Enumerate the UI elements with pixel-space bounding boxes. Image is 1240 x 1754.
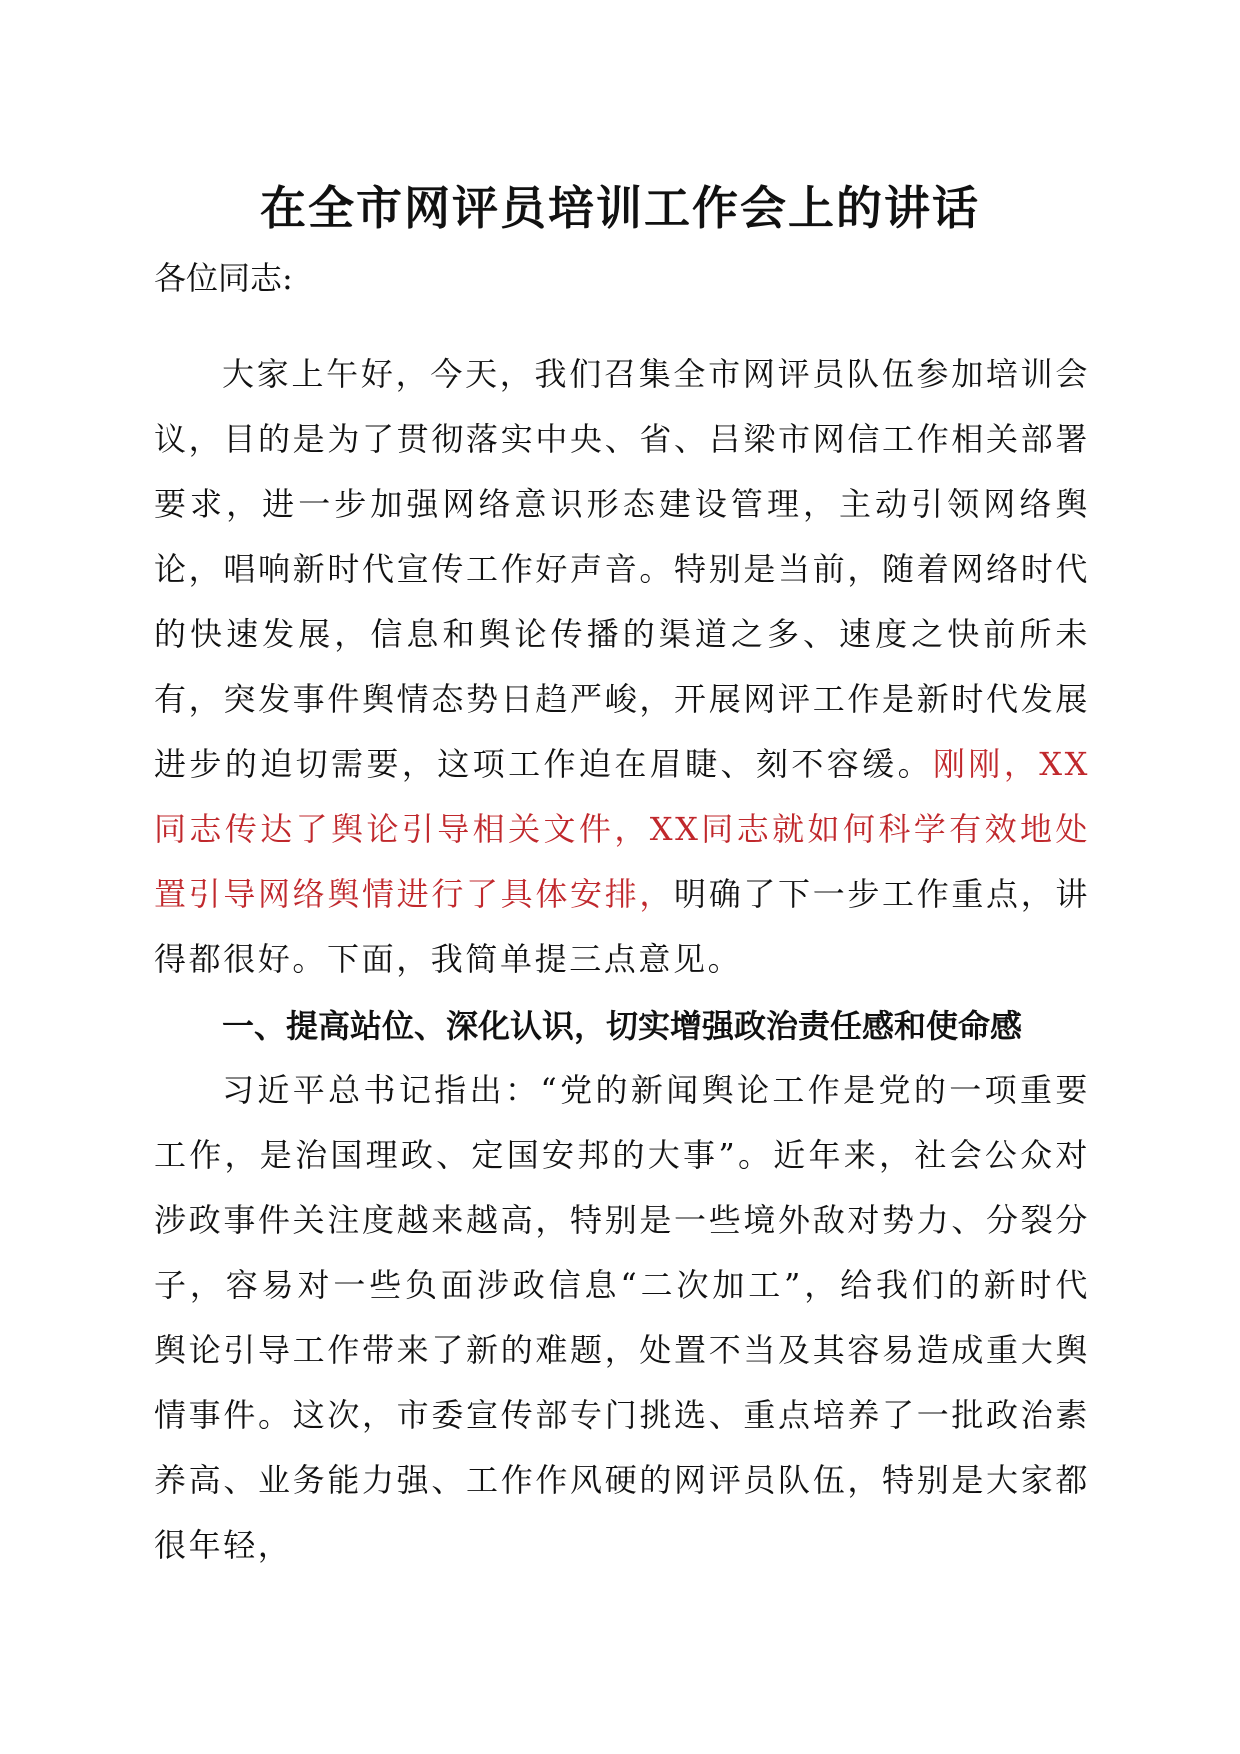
section-1-paragraph: 习近平总书记指出：“党的新闻舆论工作是党的一项重要工作，是治国理政、定国安邦的大事”。近年来，社会公众对涉政事件关注度越来越高，特别是一些境外敌对势力、分裂分子，容易对一些负面涉政信息“二次加工”，给我们的新时代舆论引导工作带来了新的难题，处置不当及其容易造成重大舆情事件。这次，市委宣传部专门挑选、重点培养了一批政治素养高、业务能力强、工作作风硬的网评员队伍，特别是大家都很年轻，	[154, 1071, 1090, 1564]
highlighted-text: 刚刚，XX同志传达了舆论引导相关文件，XX同志就如何科学有效地处置引导网络舆情进行了具体安排，	[154, 745, 1090, 913]
document-title: 在全市网评员培训工作会上的讲话	[260, 181, 980, 235]
section-heading-1: 一、提高站位、深化认识，切实增强政治责任感和使命感	[222, 1007, 1023, 1045]
opening-paragraph-text: 大家上午好，今天，我们召集全市网评员队伍参加培训会议，目的是为了贯彻落实中央、省、吕梁市网信工作相关部署要求，进一步加强网络意识形态建设管理，主动引领网络舆论，唱响新时代宣传工作好声音。特别是当前，随着网络时代的快速发展，信息和舆论传播的渠道之多、速度之快前所未有，突发事件舆情态势日趋严峻，开展网评工作是新时代发展进步的迫切需要，这项工作迫在眉睫、刻不容缓。	[154, 355, 1090, 783]
opening-paragraph	[154, 342, 1090, 992]
opening-paragraph-closing: 明确了下一步工作重点，讲得都很好。下面，我简单提三点意见。	[154, 875, 1090, 978]
salutation: 各位同志:	[154, 259, 293, 297]
